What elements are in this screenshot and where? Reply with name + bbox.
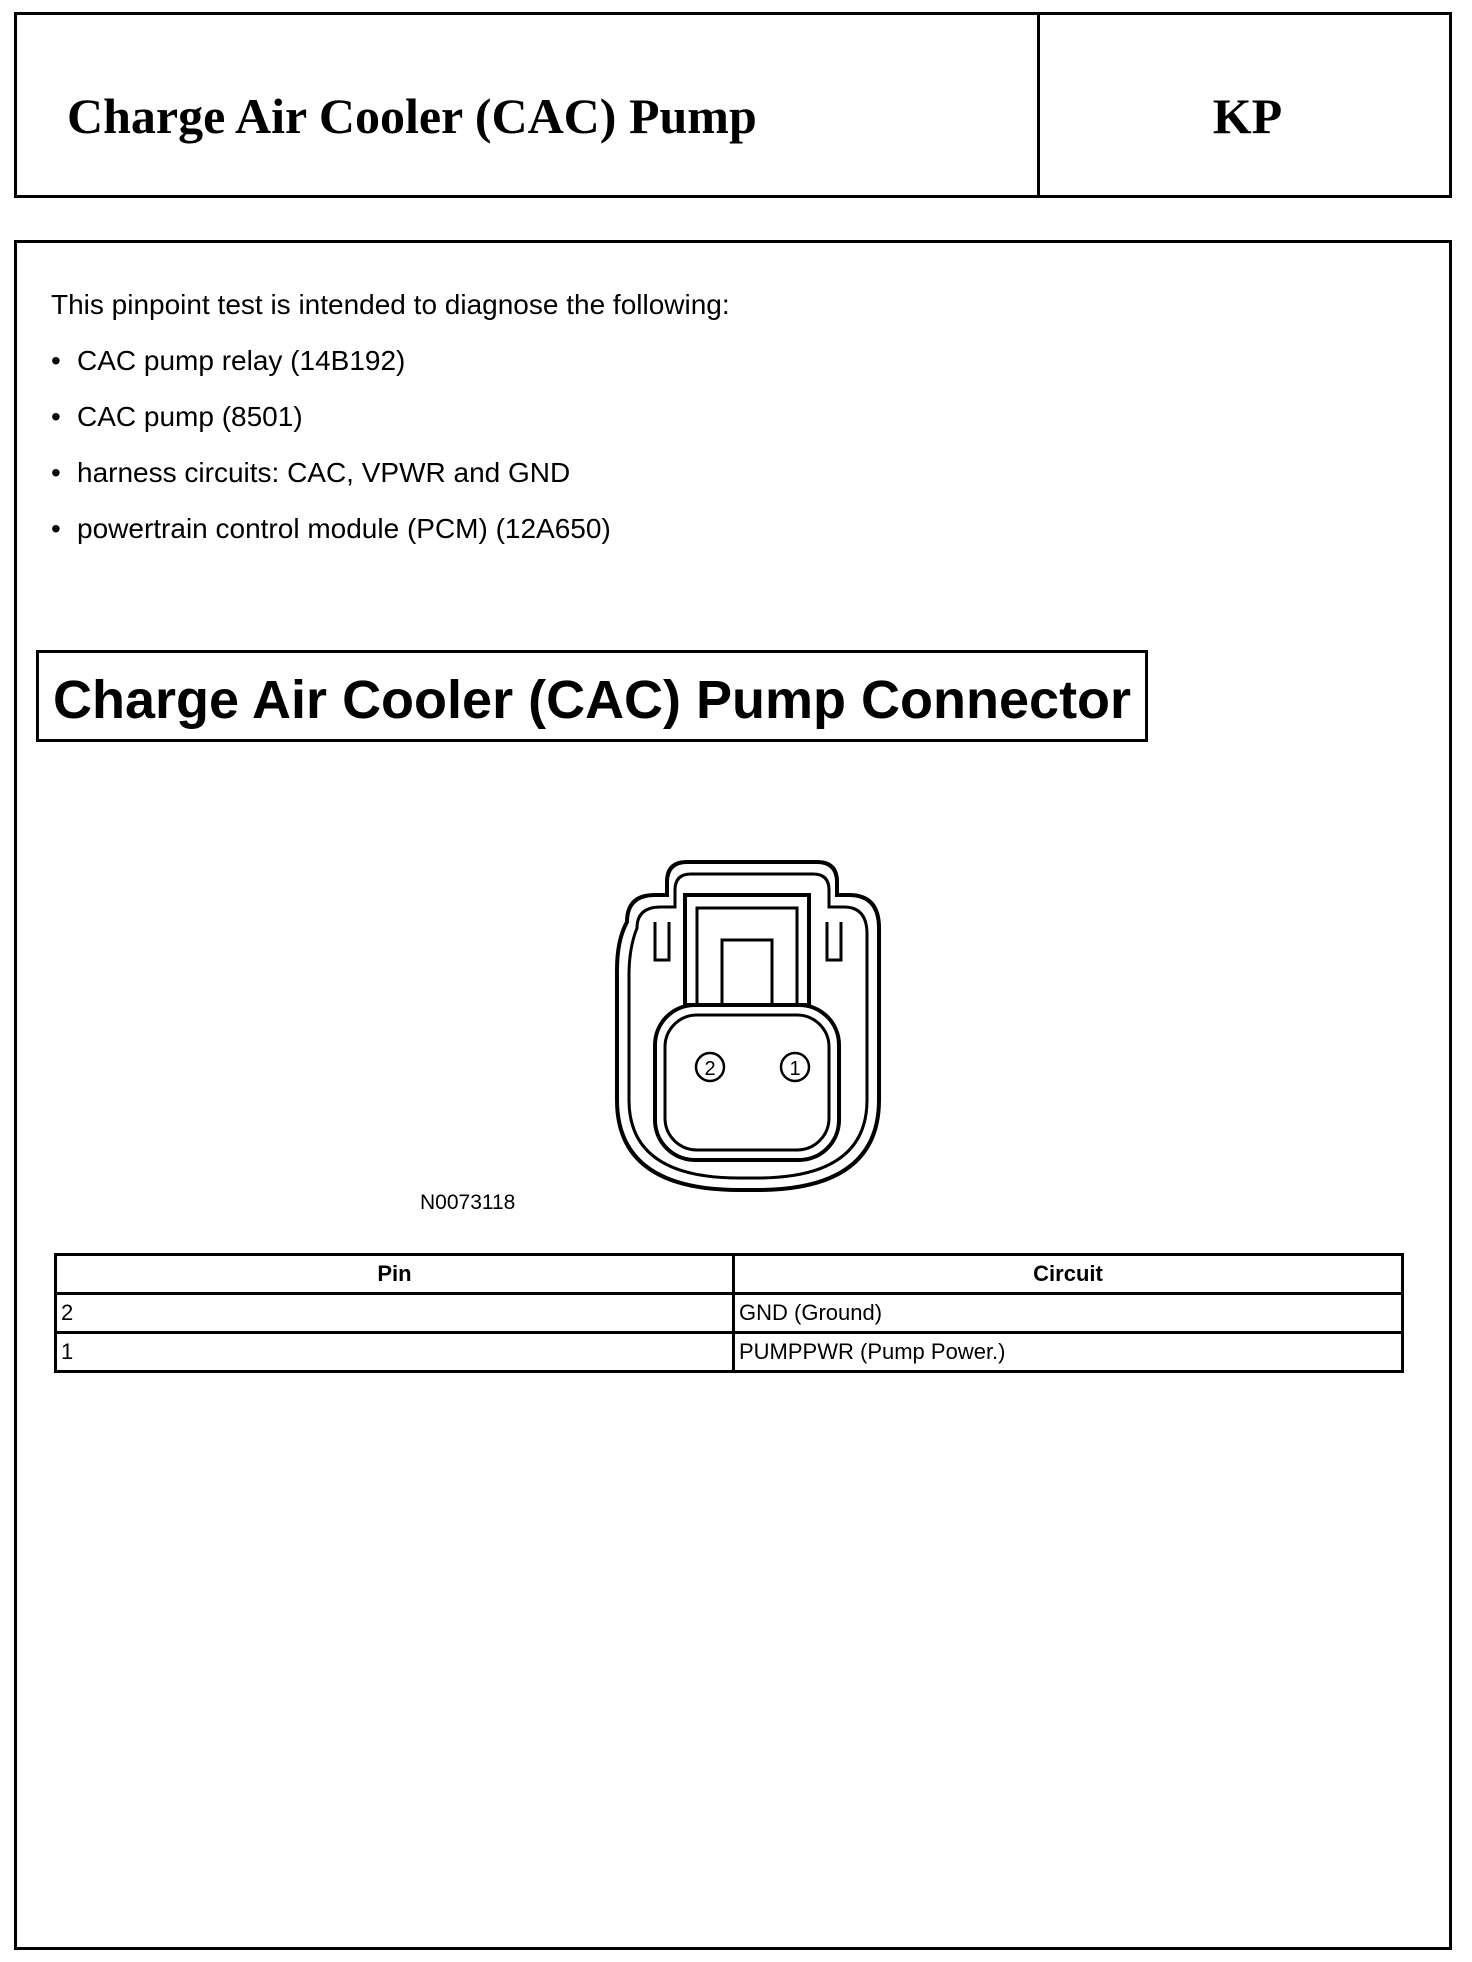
table-row <box>56 1294 1403 1333</box>
list-item-text: harness circuits: CAC, VPWR and GND <box>77 457 571 488</box>
list-item-text: CAC pump relay (14B192) <box>77 345 406 376</box>
connector-diagram <box>567 810 927 1200</box>
diagnose-list <box>51 343 611 567</box>
test-code: KP <box>1212 88 1283 144</box>
page-title: Charge Air Cooler (CAC) Pump <box>67 88 757 144</box>
list-item <box>51 343 611 399</box>
list-item <box>51 455 611 511</box>
column-header-circuit: Circuit <box>734 1255 1403 1294</box>
table-header-row <box>56 1255 1403 1294</box>
list-item <box>51 511 611 567</box>
pin-circuit-table <box>54 1253 1404 1373</box>
bullet-icon: • <box>51 513 61 544</box>
pin-cell: 1 <box>56 1333 734 1372</box>
bullet-icon: • <box>51 345 61 376</box>
header-box <box>14 12 1452 198</box>
bullet-icon: • <box>51 401 61 432</box>
list-item <box>51 399 611 455</box>
figure-id: N0073118 <box>420 1191 516 1214</box>
bullet-icon: • <box>51 457 61 488</box>
pin-1-label: 1 <box>789 1058 801 1080</box>
section-title: Charge Air Cooler (CAC) Pump Connector <box>36 650 1148 742</box>
list-item-text: powertrain control module (PCM) (12A650) <box>77 513 611 544</box>
table-row <box>56 1333 1403 1372</box>
intro-text: This pinpoint test is intended to diagnose the following: <box>51 289 730 320</box>
pin-2-label: 2 <box>704 1058 716 1080</box>
list-item-text: CAC pump (8501) <box>77 401 303 432</box>
circuit-cell: PUMPPWR (Pump Power.) <box>734 1333 1403 1372</box>
pin-cell: 2 <box>56 1294 734 1333</box>
circuit-cell: GND (Ground) <box>734 1294 1403 1333</box>
main-content <box>14 240 1452 1950</box>
column-header-pin: Pin <box>56 1255 734 1294</box>
